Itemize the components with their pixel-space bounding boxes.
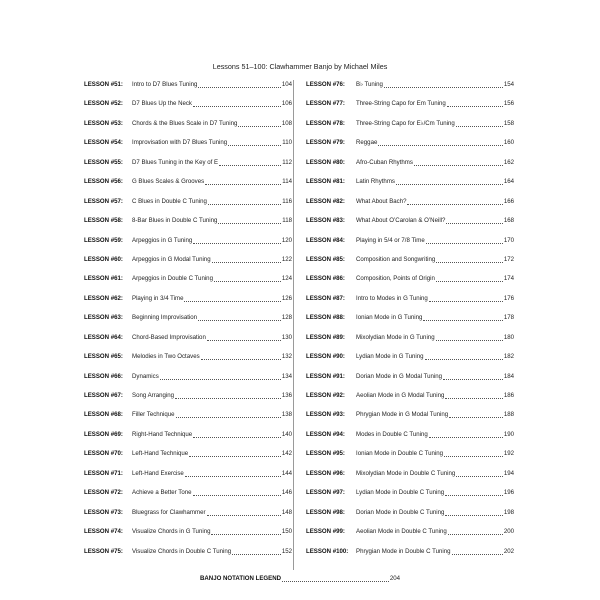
dot-leader: [396, 178, 503, 185]
dot-leader: [384, 81, 503, 88]
page-number: 136: [281, 392, 292, 399]
lesson-title: Visualize Chords in Double C Tuning: [132, 547, 232, 555]
page-number: 178: [503, 314, 514, 322]
page-number: 152: [281, 547, 292, 555]
dot-leader: [447, 100, 503, 107]
dot-leader: [214, 275, 281, 282]
lesson-number: LESSON #99:: [306, 528, 345, 536]
page-number: 170: [503, 236, 514, 244]
lesson-number: LESSON #57:: [84, 197, 123, 205]
lesson-number: LESSON #81:: [306, 178, 345, 186]
page-number: 124: [281, 275, 292, 283]
lesson-number: LESSON #66:: [84, 372, 123, 380]
toc-entry: [306, 198, 514, 217]
lesson-title: Bluegrass for Clawhammer: [132, 508, 206, 516]
lesson-title: Visualize Chords in G Tuning: [132, 528, 211, 536]
dot-leader: [193, 100, 281, 107]
lesson-title: Achieve a Better Tone: [132, 489, 192, 497]
page-number: 186: [503, 392, 514, 399]
page-number: 126: [281, 294, 292, 302]
lesson-title: Playing in 5/4 or 7/8 Time: [356, 236, 425, 244]
page-number: 176: [503, 294, 514, 302]
lesson-number: LESSON #76:: [306, 81, 345, 88]
toc-right-column: [306, 81, 514, 567]
lesson-title: Dorian Mode in G Modal Tuning: [356, 372, 443, 380]
column-divider: [293, 80, 294, 570]
lesson-title: What About O’Carolan & O’Neill?: [356, 217, 446, 225]
lesson-number: LESSON #75:: [84, 547, 123, 555]
lesson-number: LESSON #64:: [84, 333, 123, 341]
lesson-title: Dorian Mode in Double C Tuning: [356, 508, 445, 516]
page-number: 184: [503, 372, 514, 380]
page-title: Lessons 51–100: Clawhammer Banjo by Michael Miles: [212, 62, 388, 71]
lesson-title: Modes in Double C Tuning: [356, 430, 428, 438]
dot-leader: [425, 353, 503, 360]
lesson-title: Filler Technique: [132, 411, 175, 419]
dot-leader: [423, 314, 502, 321]
page-number: 168: [503, 217, 514, 225]
dot-leader: [436, 334, 503, 341]
toc-entry: [84, 489, 292, 508]
lesson-number: LESSON #54:: [84, 139, 123, 147]
toc-entry: [306, 275, 514, 294]
toc-entry: [84, 353, 292, 372]
lesson-number: LESSON #56:: [84, 178, 123, 186]
dot-leader: [429, 295, 503, 302]
page-number: 164: [503, 178, 514, 186]
page-number: 196: [503, 489, 514, 497]
lesson-title: Reggae: [356, 139, 378, 147]
lesson-title: C Blues in Double C Tuning: [132, 197, 207, 205]
toc-entry: [84, 178, 292, 197]
lesson-title: Three-String Capo for E♭/Cm Tuning: [356, 119, 455, 127]
lesson-number: LESSON #71:: [84, 469, 123, 477]
lesson-number: LESSON #84:: [306, 236, 345, 244]
legend-title: BANJO NOTATION LEGEND: [200, 575, 282, 582]
dot-leader: [238, 120, 280, 127]
page-number: 192: [503, 450, 514, 458]
dot-leader: [429, 431, 503, 438]
lesson-title: Arpeggios in Double C Tuning: [132, 275, 213, 283]
lesson-title: Phrygian Mode in Double C Tuning: [356, 547, 451, 555]
lesson-number: LESSON #69:: [84, 430, 123, 438]
dot-leader: [444, 450, 503, 457]
lesson-number: LESSON #86:: [306, 275, 345, 283]
lesson-number: LESSON #89:: [306, 333, 345, 341]
dot-leader: [448, 528, 503, 535]
toc-entry: [84, 431, 292, 450]
lesson-number: LESSON #67:: [84, 392, 123, 399]
lesson-number: LESSON #62:: [84, 294, 123, 302]
toc-entry: [306, 256, 514, 275]
toc-entry: [84, 295, 292, 314]
toc-entry: [306, 392, 514, 411]
page-number: 148: [281, 508, 292, 516]
dot-leader: [207, 509, 281, 516]
dot-leader: [449, 411, 503, 418]
page-number: 140: [281, 430, 292, 438]
lesson-number: LESSON #93:: [306, 411, 345, 419]
lesson-number: LESSON #82:: [306, 197, 345, 205]
lesson-title: Lydian Mode in G Tuning: [356, 353, 424, 361]
page-number: 202: [503, 547, 514, 555]
dot-leader: [446, 217, 502, 224]
toc-entry: [84, 373, 292, 392]
dot-leader: [414, 159, 503, 166]
lesson-number: LESSON #85:: [306, 255, 345, 263]
lesson-title: D7 Blues Tuning in the Key of E: [132, 158, 219, 166]
page-number: 116: [282, 197, 292, 205]
lesson-title: Intro to D7 Blues Tuning: [132, 81, 198, 88]
lesson-title: Intro to Modes in G Tuning: [356, 294, 428, 302]
toc-entry: [84, 81, 292, 100]
dot-leader: [176, 411, 281, 418]
toc-entry: [306, 139, 514, 158]
toc-entry: [84, 159, 292, 178]
page-number: 166: [503, 197, 514, 205]
dot-leader: [205, 178, 281, 185]
toc-entry: [306, 353, 514, 372]
lesson-title: Chords & the Blues Scale in D7 Tuning: [132, 119, 238, 127]
dot-leader: [175, 392, 281, 399]
dot-leader: [160, 373, 281, 380]
toc-entry: [306, 178, 514, 197]
lesson-number: LESSON #78:: [306, 119, 345, 127]
lesson-number: LESSON #97:: [306, 489, 345, 497]
lesson-title: Chord-Based Improvisation: [132, 333, 206, 341]
lesson-number: LESSON #88:: [306, 314, 345, 322]
lesson-title: Lydian Mode in Double C Tuning: [356, 489, 445, 497]
dot-leader: [185, 470, 281, 477]
lesson-title: Three-String Capo for Em Tuning: [356, 100, 446, 108]
lesson-title: Arpeggios in G Modal Tuning: [132, 255, 211, 263]
toc-entry: [84, 509, 292, 528]
lesson-title: Afro-Cuban Rhythms: [356, 158, 413, 166]
dot-leader: [193, 431, 281, 438]
toc-entry: [84, 139, 292, 158]
toc-entry: [306, 217, 514, 236]
lesson-title: Right-Hand Technique: [132, 430, 193, 438]
dot-leader: [193, 489, 281, 496]
dot-leader: [212, 256, 281, 263]
page-number: 194: [503, 469, 514, 477]
page-number: 108: [281, 119, 292, 127]
lesson-number: LESSON #51:: [84, 81, 123, 88]
page-number: 160: [503, 139, 514, 147]
lesson-number: LESSON #53:: [84, 119, 123, 127]
toc-entry: [306, 470, 514, 489]
lesson-number: LESSON #95:: [306, 450, 345, 458]
toc-entry: [306, 334, 514, 353]
page-number: 150: [281, 528, 292, 536]
toc-entry: [84, 450, 292, 469]
dot-leader: [456, 120, 503, 127]
dot-leader: [218, 217, 281, 224]
lesson-number: LESSON #100:: [306, 547, 349, 555]
lesson-title: Melodies in Two Octaves: [132, 353, 200, 361]
lesson-number: LESSON #59:: [84, 236, 123, 244]
lesson-number: LESSON #83:: [306, 217, 345, 225]
lesson-title: Latin Rhythms: [356, 178, 395, 186]
lesson-number: LESSON #91:: [306, 372, 345, 380]
page-number: 132: [281, 353, 292, 361]
dot-leader: [201, 353, 281, 360]
lesson-title: Improvisation with D7 Blues Tuning: [132, 139, 228, 147]
toc-entry: [306, 159, 514, 178]
toc-entry: [84, 470, 292, 489]
lesson-number: LESSON #96:: [306, 469, 345, 477]
toc-entry: [84, 217, 292, 236]
toc-entry: [306, 509, 514, 528]
dot-leader: [211, 528, 280, 535]
toc-entry: [84, 120, 292, 139]
toc-left-column: [84, 81, 292, 567]
toc-entry: [84, 237, 292, 256]
dot-leader: [436, 256, 503, 263]
lesson-title: Mixolydian Mode in G Tuning: [356, 333, 435, 341]
dot-leader: [193, 237, 281, 244]
dot-leader: [189, 450, 281, 457]
lesson-title: 8-Bar Blues in Double C Tuning: [132, 217, 218, 225]
page-number: 156: [503, 100, 514, 108]
lesson-title: Left-Hand Technique: [132, 450, 189, 458]
page-number: 200: [503, 528, 514, 536]
dot-leader: [456, 470, 503, 477]
lesson-title: Playing in 3/4 Time: [132, 294, 184, 302]
dot-leader: [426, 237, 503, 244]
page-number: 144: [281, 469, 292, 477]
page-number: 182: [503, 353, 514, 361]
toc-entry: [84, 198, 292, 217]
toc-entry: [306, 411, 514, 430]
lesson-title: Beginning Improvisation: [132, 314, 198, 322]
page-number: 120: [281, 236, 292, 244]
lesson-title: Aeolian Mode in Double C Tuning: [356, 528, 447, 536]
page-number: 110: [282, 139, 292, 147]
lesson-number: LESSON #72:: [84, 489, 123, 497]
dot-leader: [407, 198, 502, 205]
toc-entry: [306, 237, 514, 256]
lesson-title: Ionian Mode in Double C Tuning: [356, 450, 444, 458]
page-number: 130: [281, 333, 292, 341]
toc-entry: [84, 411, 292, 430]
lesson-number: LESSON #80:: [306, 158, 345, 166]
dot-leader: [198, 81, 280, 88]
page-number: 114: [282, 178, 292, 186]
dot-leader: [282, 575, 389, 582]
lesson-number: LESSON #70:: [84, 450, 123, 458]
dot-leader: [436, 275, 503, 282]
toc-entry: [306, 100, 514, 119]
page-number: 158: [503, 119, 514, 127]
lesson-number: LESSON #63:: [84, 314, 123, 322]
lesson-title: Composition, Points of Origin: [356, 275, 435, 283]
page-number: 190: [503, 430, 514, 438]
toc-entry: [306, 120, 514, 139]
lesson-number: LESSON #52:: [84, 100, 123, 108]
page-number: 162: [503, 158, 514, 166]
toc-entry: [84, 256, 292, 275]
toc-entry: [306, 431, 514, 450]
page-number: 146: [281, 489, 292, 497]
lesson-number: LESSON #77:: [306, 100, 345, 108]
dot-leader: [443, 373, 503, 380]
page-number: 172: [503, 255, 514, 263]
toc-entry: [306, 295, 514, 314]
lesson-number: LESSON #92:: [306, 392, 345, 399]
lesson-number: LESSON #79:: [306, 139, 345, 147]
dot-leader: [445, 392, 502, 399]
dot-leader: [378, 139, 502, 146]
lesson-title: Ionian Mode in G Tuning: [356, 314, 423, 322]
dot-leader: [184, 295, 280, 302]
lesson-number: LESSON #94:: [306, 430, 345, 438]
lesson-title: Song Arranging: [132, 392, 175, 399]
lesson-title: B♭ Tuning: [356, 81, 383, 88]
lesson-title: G Blues Scales & Grooves: [132, 178, 205, 186]
page-number: 138: [281, 411, 292, 419]
lesson-title: What About Bach?: [356, 197, 407, 205]
page-number: 154: [503, 81, 514, 88]
toc-entry: [84, 275, 292, 294]
lesson-title: Aeolian Mode in G Modal Tuning: [356, 392, 445, 399]
legend-page-number: 204: [389, 575, 400, 582]
lesson-title: Mixolydian Mode in Double C Tuning: [356, 469, 456, 477]
page-number: 198: [503, 508, 514, 516]
toc-entry: [306, 489, 514, 508]
toc-entry: [306, 81, 514, 100]
lesson-title: Arpeggios in G Tuning: [132, 236, 193, 244]
page-number: 142: [281, 450, 292, 458]
toc-entry: [306, 373, 514, 392]
dot-leader: [452, 548, 503, 555]
lesson-title: Dynamics: [132, 372, 159, 380]
toc-entry: [306, 548, 514, 567]
page-number: 188: [503, 411, 514, 419]
lesson-number: LESSON #55:: [84, 158, 123, 166]
toc-entry: [84, 314, 292, 333]
toc-entry: [306, 528, 514, 547]
dot-leader: [219, 159, 281, 166]
toc-entry: [84, 100, 292, 119]
lesson-title: Phrygian Mode in G Modal Tuning: [356, 411, 449, 419]
toc-entry: [84, 548, 292, 567]
page-number: 174: [503, 275, 514, 283]
page-number: 180: [503, 333, 514, 341]
lesson-number: LESSON #73:: [84, 508, 123, 516]
toc-entry: [84, 528, 292, 547]
toc-entry: [306, 314, 514, 333]
dot-leader: [445, 489, 503, 496]
lesson-number: LESSON #98:: [306, 508, 345, 516]
lesson-title: Left-Hand Exercise: [132, 469, 184, 477]
toc-entry: [84, 392, 292, 411]
dot-leader: [207, 334, 281, 341]
dot-leader: [228, 139, 281, 146]
page-number: 112: [282, 158, 292, 166]
page-number: 118: [282, 217, 292, 225]
lesson-number: LESSON #65:: [84, 353, 123, 361]
page-number: 106: [281, 100, 292, 108]
lesson-title: Composition and Songwriting: [356, 255, 436, 263]
lesson-title: D7 Blues Up the Neck: [132, 100, 192, 108]
page-number: 122: [281, 255, 292, 263]
lesson-number: LESSON #68:: [84, 411, 123, 419]
page-number: 128: [281, 314, 292, 322]
toc-entry-notation-legend: [200, 575, 400, 583]
lesson-number: LESSON #58:: [84, 217, 123, 225]
dot-leader: [198, 314, 281, 321]
lesson-number: LESSON #90:: [306, 353, 345, 361]
toc-entry: [306, 450, 514, 469]
lesson-number: LESSON #87:: [306, 294, 345, 302]
toc-entry: [84, 334, 292, 353]
lesson-number: LESSON #61:: [84, 275, 123, 283]
dot-leader: [208, 198, 281, 205]
dot-leader: [445, 509, 502, 516]
lesson-number: LESSON #74:: [84, 528, 123, 536]
lesson-number: LESSON #60:: [84, 255, 123, 263]
page-number: 104: [281, 81, 292, 88]
page-number: 134: [281, 372, 292, 380]
dot-leader: [232, 548, 281, 555]
